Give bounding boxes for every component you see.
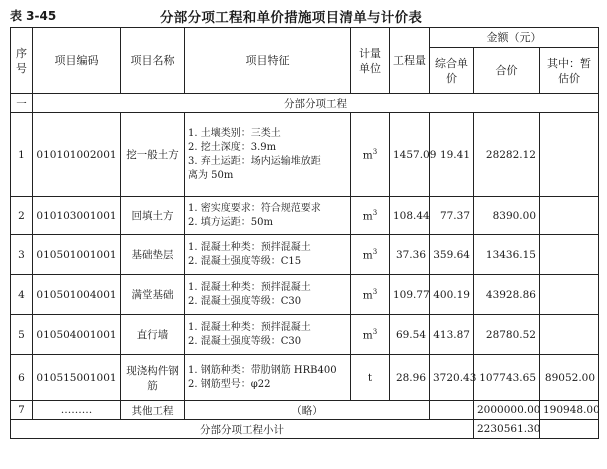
row-feature [185, 355, 351, 401]
unit-superscript: 3 [372, 247, 378, 256]
feature-line: 1. 土壤类别：三类土 [188, 127, 281, 139]
unit-text: t [367, 371, 373, 384]
row-qty: 1457.09 [390, 113, 430, 197]
other-row [11, 401, 599, 420]
header-unit: 计量单位 [351, 28, 390, 94]
bill-of-quantities-table [10, 27, 599, 439]
unit-text: m [362, 329, 373, 342]
row-code: 010501004001 [33, 275, 121, 315]
row-provisional [540, 315, 599, 355]
other-code: ……… [33, 401, 121, 420]
feature-line: 2. 混凝土强度等级：C30 [188, 295, 302, 307]
row-unit-price: 359.64 [430, 235, 474, 275]
row-feature [185, 197, 351, 235]
table-row [11, 315, 599, 355]
header-feature: 项目特征 [185, 28, 351, 94]
header-total: 合价 [474, 48, 540, 94]
row-name: 满堂基础 [121, 275, 185, 315]
row-qty: 108.44 [390, 197, 430, 235]
unit-text: m [362, 149, 373, 162]
row-provisional [540, 113, 599, 197]
other-unit-price [430, 401, 474, 420]
row-seq: 2 [11, 197, 33, 235]
feature-line: 3. 弃土运距：场内运输堆放距 [188, 155, 321, 167]
unit-text: m [362, 210, 373, 223]
feature-line: 离为 50m [188, 169, 234, 181]
row-qty: 28.96 [390, 355, 430, 401]
row-provisional [540, 275, 599, 315]
table-number: 表 3-45 [10, 9, 57, 23]
row-unit [351, 315, 390, 355]
row-code: 010501001001 [33, 235, 121, 275]
table-caption [10, 5, 601, 25]
row-qty: 37.36 [390, 235, 430, 275]
row-feature [185, 315, 351, 355]
table-row [11, 275, 599, 315]
header-name: 项目名称 [121, 28, 185, 94]
row-total: 28282.12 [474, 113, 540, 197]
row-unit-price: 77.37 [430, 197, 474, 235]
table-row [11, 113, 599, 197]
unit-text: m [362, 249, 373, 262]
feature-line: 1. 钢筋种类：带肋钢筋 HRB400 [188, 364, 337, 376]
row-total: 8390.00 [474, 197, 540, 235]
other-total: 2000000.00 [474, 401, 540, 420]
feature-line: 2. 钢筋型号：φ22 [188, 378, 271, 390]
table-title: 分部分项工程和单价措施项目清单与计价表 [160, 10, 423, 26]
header-seq: 序号 [11, 28, 33, 94]
subtotal-row [11, 420, 599, 439]
row-code: 010101002001 [33, 113, 121, 197]
table-row [11, 197, 599, 235]
other-provisional: 190948.00 [540, 401, 599, 420]
row-provisional [540, 197, 599, 235]
row-feature [185, 235, 351, 275]
row-unit [351, 275, 390, 315]
section-row [11, 94, 599, 113]
row-seq: 3 [11, 235, 33, 275]
row-unit-price: 19.41 [430, 113, 474, 197]
row-unit [351, 355, 390, 401]
feature-line: 1. 混凝土种类：预拌混凝土 [188, 241, 311, 253]
row-seq: 1 [11, 113, 33, 197]
unit-superscript: 3 [372, 327, 378, 336]
other-feature: （略） [185, 401, 430, 420]
row-unit [351, 113, 390, 197]
row-unit-price: 413.87 [430, 315, 474, 355]
unit-text: m [362, 289, 373, 302]
unit-superscript: 3 [372, 147, 378, 156]
feature-line: 2. 混凝土强度等级：C15 [188, 255, 302, 267]
feature-line: 2. 混凝土强度等级：C30 [188, 335, 302, 347]
feature-line: 1. 混凝土种类：预拌混凝土 [188, 281, 311, 293]
feature-line: 2. 填方运距：50m [188, 216, 273, 228]
row-total: 43928.86 [474, 275, 540, 315]
row-code: 010103001001 [33, 197, 121, 235]
row-code: 010504001001 [33, 315, 121, 355]
row-total: 107743.65 [474, 355, 540, 401]
section-title: 分部分项工程 [33, 94, 599, 113]
row-feature [185, 113, 351, 197]
section-seq: 一 [11, 94, 33, 113]
row-unit-price: 3720.43 [430, 355, 474, 401]
row-total: 28780.52 [474, 315, 540, 355]
row-total: 13436.15 [474, 235, 540, 275]
row-name: 现浇构件钢筋 [121, 355, 185, 401]
header-qty: 工程量 [390, 28, 430, 94]
header-amount: 金额（元） [430, 28, 599, 48]
row-feature [185, 275, 351, 315]
row-name: 回填土方 [121, 197, 185, 235]
table-row [11, 235, 599, 275]
unit-superscript: 3 [372, 208, 378, 217]
header-code: 项目编码 [33, 28, 121, 94]
row-seq: 4 [11, 275, 33, 315]
row-code: 010515001001 [33, 355, 121, 401]
row-unit [351, 197, 390, 235]
other-name: 其他工程 [121, 401, 185, 420]
row-qty: 69.54 [390, 315, 430, 355]
unit-superscript: 3 [372, 287, 378, 296]
row-seq: 5 [11, 315, 33, 355]
row-unit-price: 400.19 [430, 275, 474, 315]
header-unit-price: 综合单价 [430, 48, 474, 94]
row-name: 直行墙 [121, 315, 185, 355]
row-unit [351, 235, 390, 275]
header-provisional: 其中：暂估价 [540, 48, 599, 94]
row-name: 基础垫层 [121, 235, 185, 275]
row-seq: 6 [11, 355, 33, 401]
subtotal-label: 分部分项工程小计 [11, 420, 474, 439]
table-row [11, 355, 599, 401]
row-qty: 109.77 [390, 275, 430, 315]
subtotal-provisional [540, 420, 599, 439]
row-name: 挖一般土方 [121, 113, 185, 197]
subtotal-total: 2230561.30 [474, 420, 540, 439]
row-provisional [540, 235, 599, 275]
feature-line: 2. 挖土深度：3.9m [188, 141, 277, 153]
feature-line: 1. 密实度要求：符合规范要求 [188, 202, 321, 214]
feature-line: 1. 混凝土种类：预拌混凝土 [188, 321, 311, 333]
other-seq: 7 [11, 401, 33, 420]
row-provisional: 89052.00 [540, 355, 599, 401]
